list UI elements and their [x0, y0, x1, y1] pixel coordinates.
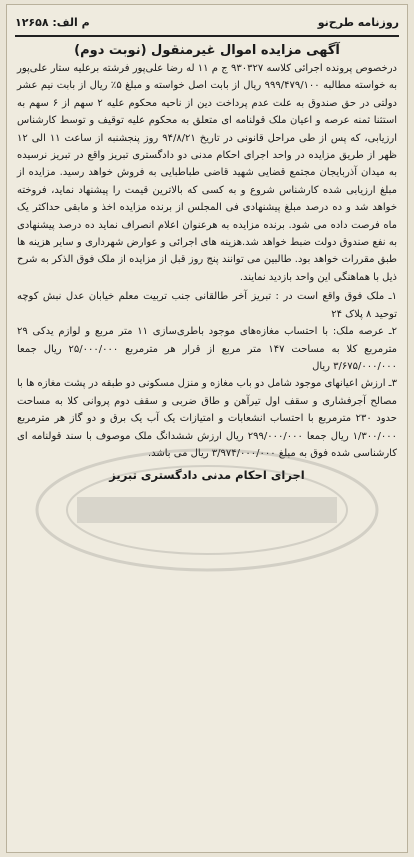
property-item-buildings: ۳ـ ارزش اعیانهای موجود شامل دو باب مغازه و منزل مسکونی دو طبقه در پشت مغازه ها با مصالح آجرفشاری و سقف اول تیرآهن و طاق ضربی و سقف دوم پروانی کلا به مساحت حدود ۲۳۰ مترمربع با احتساب انشعابات و امتیازات یک آب یک برق و دو گاز هر مترمربع ۱/۳۰۰/۰۰۰ ریال جمعا ۲۹۹/۰۰۰/۰۰۰ ریال ارزش ششدانگ ملک موصوف با سند قولنامه ای کارشناسی شده فوق به مبلغ ۳/۹۷۴/۰۰۰/۰۰۰ ریال می باشد.: [17, 378, 398, 459]
clipping-header: [15, 9, 399, 37]
issuer-signature: اجرای احکام مدنی دادگستری تبریز: [109, 468, 305, 483]
property-item-land: ۲ـ عرصه ملک: با احتساب مغازه‌های موجود باطری‌سازی ۱۱ متر مربع و لوازم یدکی ۲۹ مترمربع کلا به مساحت ۱۴۷ متر مربع از قرار هر مترمربع ۲۵/۰۰۰/۰۰۰ ریال جمعا ۳/۶۷۵/۰۰۰/۰۰۰ ریال: [17, 326, 397, 372]
notice-code: م الف: ۱۲۶۵۸: [15, 15, 90, 29]
notice-paragraph: درخصوص پرونده اجرائی کلاسه ۹۳۰۳۲۷ ج م ۱۱ له رضا علی‌پور فرشته برعلیه ستار علی‌پور به خواسته مطالبه ۹۹۹/۴۷۹/۱۰۰ ریال از بابت اصل خواسته و مبلغ ۵٪ ریال از بابت نیم عشر دولتی در حق صندوق به علت عدم پرداخت دین از ناحیه محکوم علیه ۲ سهم از ۶ سهم به استثنا ثمنه عرصه و اعیان ملک قولنامه ای متعلق به محکوم علیه توقیف و توسط کارشناس ارزیابی، که پس از طی مراحل قانونی در تاریخ ۹۴/۸/۲۱ روز پنجشنبه از ساعت ۱۱ الی ۱۲ ظهر از طریق مزایده در واحد اجرای احکام مدنی دو دادگستری تبریز واقع در تبریز نرسیده به میدان آذربایجان مجتمع قضایی شهید قاضی طباطبایی به فروش خواهد رسید. مزایده از مبلغ ارزیابی شده کارشناس شروع و به کسی که بالاترین قیمت را پیشنهاد نماید، فروخته خواهد شد و ده درصد مبلغ پیشنهادی فی المجلس از برنده مزایده اخذ و مابقی حداکثر یک ماه فرصت داده می شود. برنده مزایده به هرعنوان اعلام انصراف نماید ده درصد پیشنهادی به نفع صندوق دولت ضبط خواهد شد.هزینه های اجرائی و عوارض شهرداری و سایر هزینه ها طبق مقررات خواهد بود. طالبین می توانند پنج روز قبل از مزایده از ملک فوق الذکر به شرح ذیل با هماهنگی این واحد بازدید نمایند.: [17, 63, 397, 283]
property-list: [17, 288, 397, 462]
notice-title: آگهی مزایده اموال غیرمنقول (نوبت دوم): [74, 43, 340, 58]
property-item-location: ۱ـ ملک فوق واقع است در : تبریز آخر طالقانی جنب تربیت معلم خیابان عدل نبش کوچه توحید ۸ پلاک ۲۴: [17, 291, 397, 320]
newspaper-name: روزنامه طرح‌نو: [317, 15, 399, 29]
newspaper-clipping: [6, 4, 408, 853]
notice-body: [17, 60, 397, 462]
